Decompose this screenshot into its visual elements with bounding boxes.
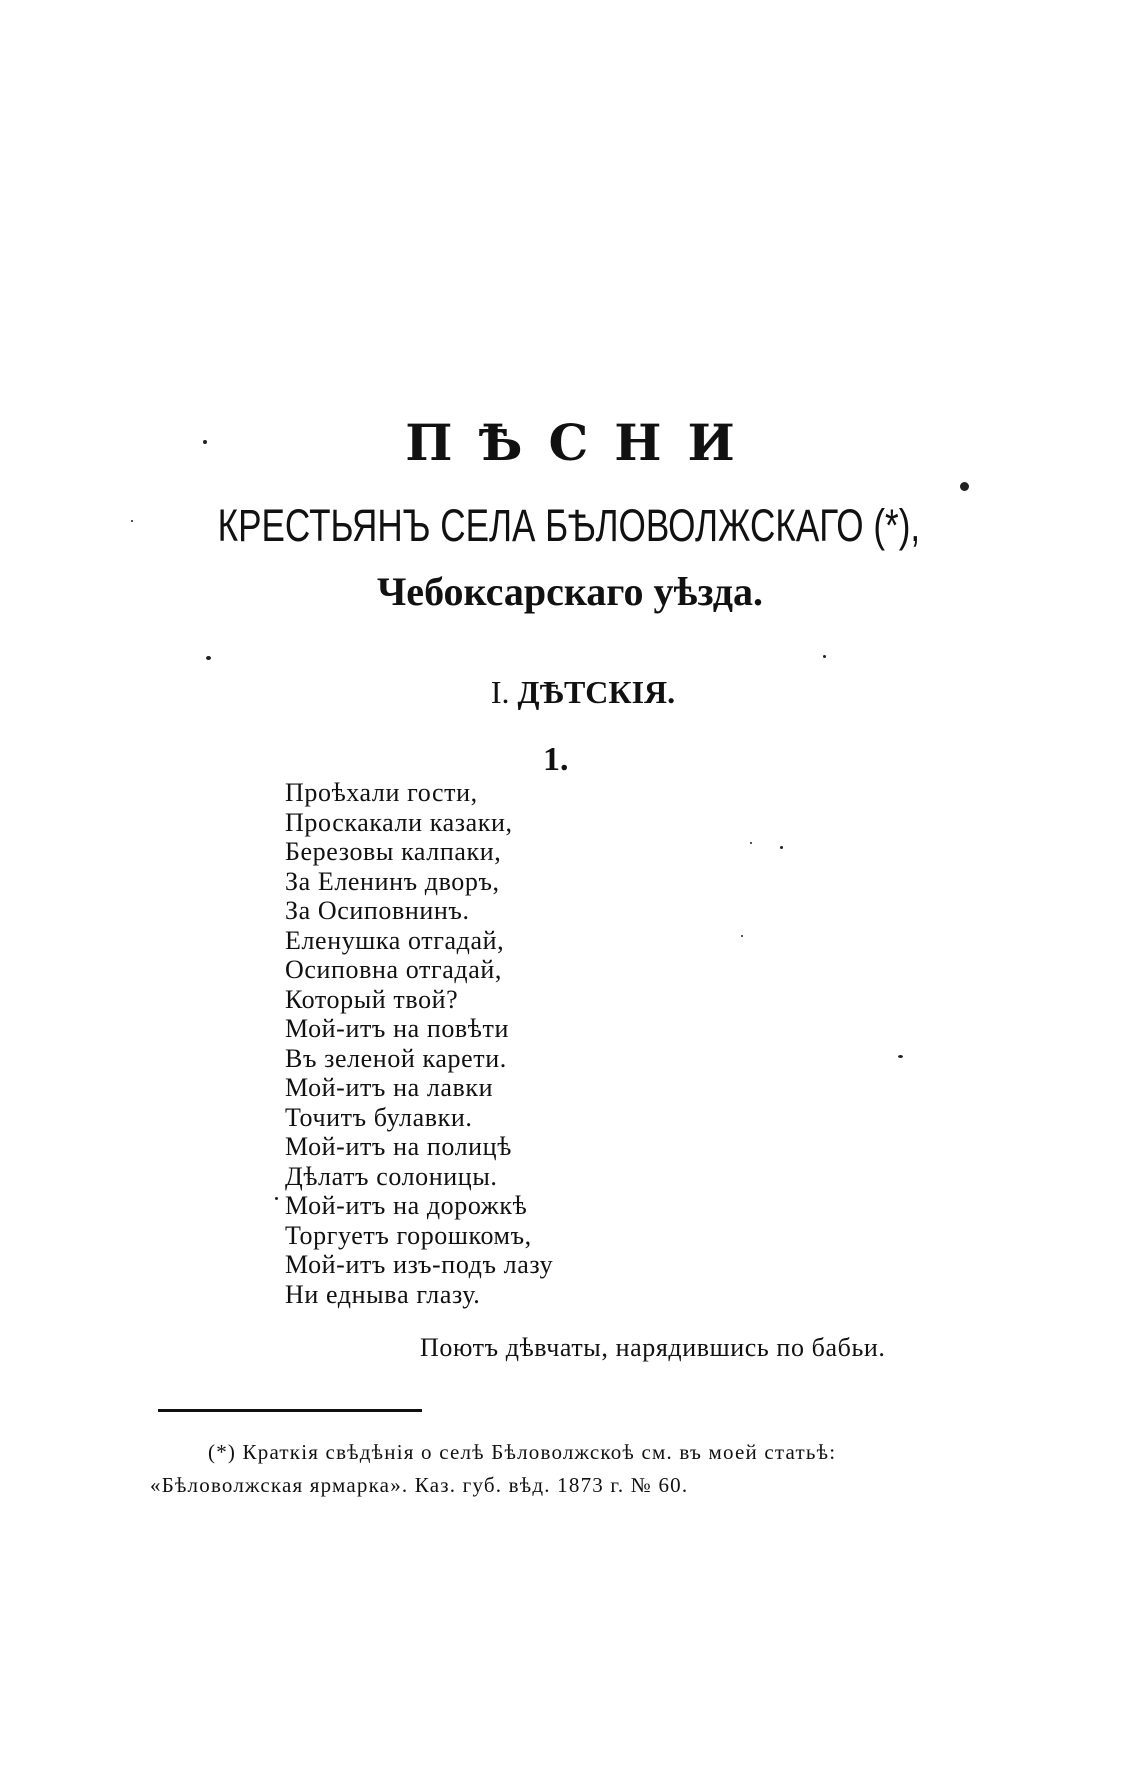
page-title: ПѢСНИ — [405, 413, 761, 472]
verse-line: Мой-итъ на дорожкѣ — [285, 1191, 528, 1220]
verse-line: Который твой? — [285, 984, 459, 1014]
verse-line: Березовы калпаки, — [285, 837, 502, 866]
district-heading: Чебоксарскаго уѣзда. — [376, 569, 764, 614]
song-performance-note: Поютъ дѣвчаты, нарядившись по бабьи. — [420, 1333, 886, 1362]
song-verse — [285, 778, 553, 1309]
verse-line: За Осиповнинъ. — [285, 896, 470, 925]
verse-line: Мой-итъ на полицѣ — [285, 1132, 512, 1161]
scan-speck — [898, 1055, 903, 1058]
scan-speck — [206, 656, 211, 660]
scan-speck — [780, 846, 783, 849]
song-number: 1. — [543, 741, 569, 778]
scan-speck — [741, 935, 743, 937]
verse-line: Торгуетъ горошкомъ, — [285, 1220, 532, 1250]
section-number: I. — [490, 674, 510, 710]
verse-line: Мой-итъ на повѣти — [285, 1014, 510, 1043]
verse-line: Точитъ булавки. — [285, 1102, 473, 1132]
scan-speck — [275, 1197, 278, 1200]
verse-line: Проскакали казаки, — [285, 807, 513, 837]
verse-line: Дѣлатъ солоницы. — [285, 1161, 498, 1191]
section-heading — [0, 676, 1140, 708]
scan-speck — [823, 655, 826, 658]
scan-speck — [750, 842, 752, 844]
verse-line: Въ зеленой карети. — [285, 1043, 507, 1073]
scan-speck — [960, 482, 969, 491]
verse-line: Еленушка отгадай, — [285, 925, 505, 955]
verse-line: Ни еднывa глазу. — [285, 1279, 481, 1309]
footnote-line: «Бѣловолжская ярмарка». Каз. губ. вѣд. 1873 г. № 60. — [150, 1473, 689, 1497]
verse-line: Осиповна отгадай, — [285, 955, 502, 984]
section-name: ДѢТСКІЯ. — [517, 674, 676, 710]
scan-speck — [131, 520, 133, 522]
verse-line: Мой-итъ на лавки — [285, 1073, 494, 1102]
verse-line: За Еленинъ дворъ, — [285, 866, 500, 896]
verse-line: Проѣхали гости, — [285, 778, 478, 807]
page-subtitle: КРЕСТЬЯНЪ СЕЛА БѢЛОВОЛЖСКАГО (*), — [217, 500, 921, 551]
footnote-line: (*) Краткія свѣдѣнія о селѣ Бѣловолжскоѣ см. въ моей статьѣ: — [208, 1440, 837, 1464]
verse-line: Мой-итъ изъ-подъ лазу — [285, 1250, 554, 1279]
scan-speck — [203, 440, 207, 444]
footnote-divider — [158, 1409, 422, 1412]
footnote — [150, 1436, 970, 1502]
